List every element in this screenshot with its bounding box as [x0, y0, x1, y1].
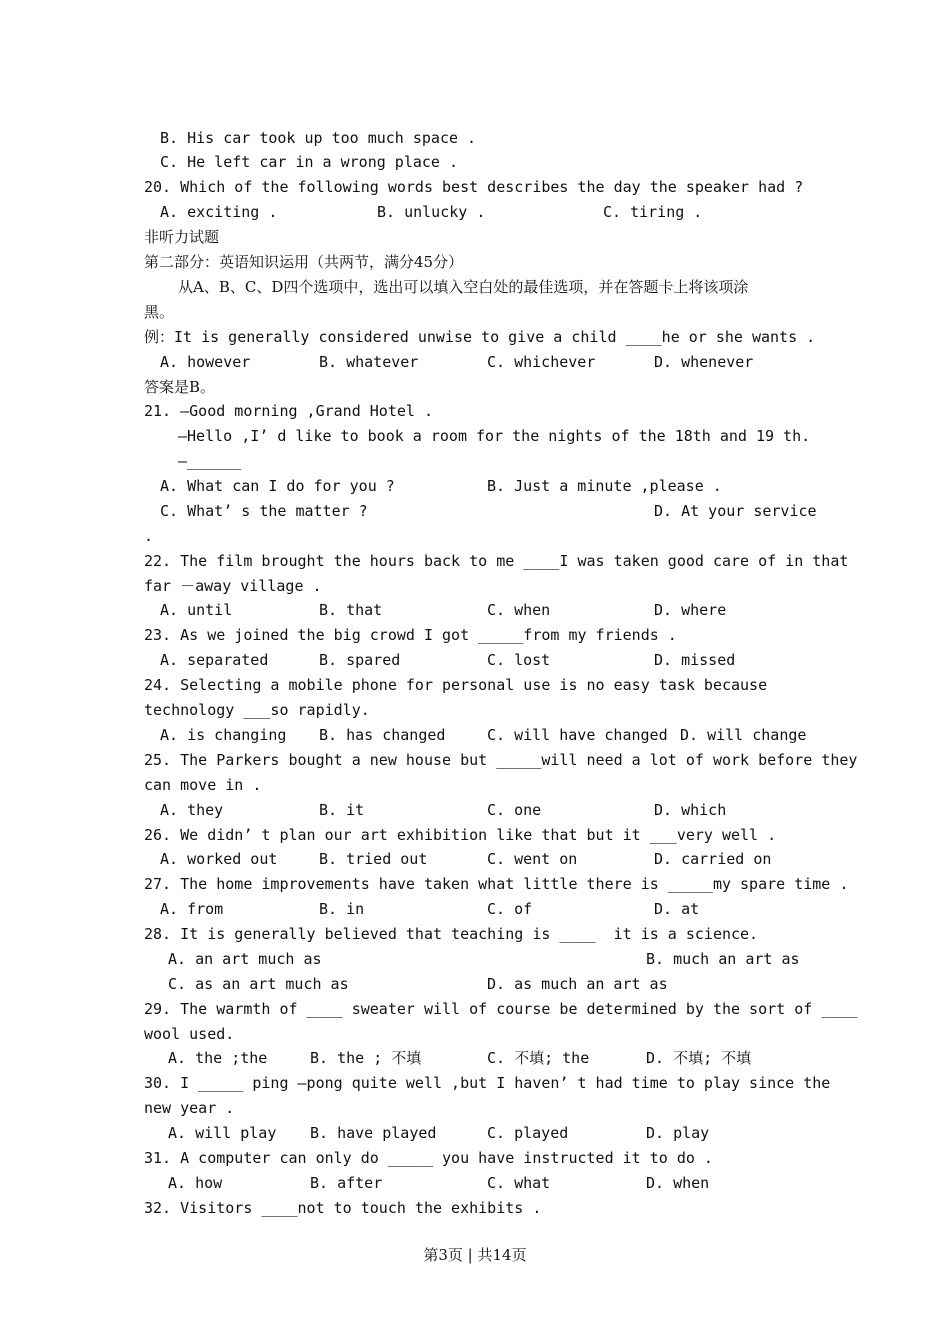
option-a: A. What can I do for you ? [160, 477, 395, 495]
option-a: A. how [168, 1174, 223, 1192]
option-a: A. an art much as [168, 950, 322, 968]
option-a: A. the ;the [168, 1049, 268, 1067]
option-b: B. have played [310, 1124, 437, 1142]
option-d: D. as much an art as [487, 975, 668, 993]
option-d: D. carried on [654, 850, 772, 868]
question-line: 23. As we joined the big crowd I got _____from my friends . [144, 626, 677, 644]
option-b: B. that [319, 601, 383, 619]
option-d: D. 不填; 不填 [646, 1049, 752, 1067]
option-a: A. will play [168, 1124, 277, 1142]
option-d: D. missed [654, 651, 736, 669]
option-a: A. is changing [160, 726, 287, 744]
option-c: C. whichever [487, 353, 596, 371]
question-line: 25. The Parkers bought a new house but _____will need a lot of work before they [144, 751, 858, 769]
option-a: A. they [160, 801, 224, 819]
option-a: A. exciting . [160, 203, 278, 221]
option-d: D. play [646, 1124, 710, 1142]
option-b: B. in [319, 900, 365, 918]
section-heading: 非听力试题 [144, 228, 220, 246]
question-line: . [144, 527, 154, 545]
question-line: technology ___so rapidly. [144, 701, 370, 719]
question-line: 32. Visitors ____not to touch the exhibits . [144, 1199, 542, 1217]
instructions-line: 黑。 [144, 303, 175, 321]
question-line: 26. We didn’ t plan our art exhibition like that but it ___very well . [144, 826, 777, 844]
option-c: C. as an art much as [168, 975, 349, 993]
option-d: D. whenever [654, 353, 754, 371]
option-a: A. until [160, 601, 233, 619]
example-answer: 答案是B。 [144, 378, 216, 396]
option-c: C. went on [487, 850, 578, 868]
option-a: A. from [160, 900, 224, 918]
option-b: B. has changed [319, 726, 446, 744]
question-line: —Hello ,I’ d like to book a room for the nights of the 18th and 19 th. [178, 427, 811, 445]
option-b: B. unlucky . [377, 203, 486, 221]
option-a: A. however [160, 353, 251, 371]
question-line: 21. —Good morning ,Grand Hotel . [144, 402, 433, 420]
option-a: A. separated [160, 651, 269, 669]
option-b: B. the ; 不填 [310, 1049, 422, 1067]
question-line: 27. The home improvements have taken what little there is _____my spare time . [144, 875, 849, 893]
question-line: can move in . [144, 776, 262, 794]
option-c: C. lost [487, 651, 551, 669]
question-line: 29. The warmth of ____ sweater will of course be determined by the sort of ____ [144, 1000, 858, 1018]
option-a: A. worked out [160, 850, 278, 868]
option-b: B. much an art as [646, 950, 800, 968]
question-line: —______ [178, 452, 242, 470]
option-b: B. tried out [319, 850, 428, 868]
option-c: C. 不填; the [487, 1049, 590, 1067]
option-c: C. one [487, 801, 542, 819]
question-line: 24. Selecting a mobile phone for personal use is no easy task because [144, 676, 768, 694]
option-c: C. will have changed [487, 726, 668, 744]
question-line: new year . [144, 1099, 235, 1117]
option-b: B. Just a minute ,please . [487, 477, 722, 495]
option-d: D. when [646, 1174, 710, 1192]
question-line: wool used. [144, 1025, 235, 1043]
option-c: C. played [487, 1124, 569, 1142]
page-footer: 第3页 | 共14页 [423, 1246, 527, 1264]
option-d: D. at [654, 900, 700, 918]
example-question: 例：It is generally considered unwise to give a child ____he or she wants . [144, 328, 816, 346]
question-line: 28. It is generally believed that teaching is ____ it is a science. [144, 925, 759, 943]
option-d: D. will change [680, 726, 807, 744]
option-line: C. He left car in a wrong place . [160, 153, 459, 171]
option-d: D. which [654, 801, 727, 819]
option-b: B. after [310, 1174, 383, 1192]
option-c: C. when [487, 601, 551, 619]
question-line: 30. I _____ ping —pong quite well ,but I haven’ t had time to play since the [144, 1074, 831, 1092]
option-b: B. it [319, 801, 365, 819]
section-title: 第二部分：英语知识运用（共两节，满分45分） [144, 253, 464, 271]
option-c: C. what [487, 1174, 551, 1192]
option-c: C. tiring . [603, 203, 703, 221]
option-line: B. His car took up too much space . [160, 129, 477, 147]
question-line: 31. A computer can only do _____ you have instructed it to do . [144, 1149, 713, 1167]
option-c: C. of [487, 900, 533, 918]
question-line: 22. The film brought the hours back to me ____I was taken good care of in that [144, 552, 849, 570]
option-b: B. whatever [319, 353, 419, 371]
option-d: D. At your service [654, 502, 817, 520]
option-c: C. What’ s the matter ? [160, 502, 368, 520]
instructions-line: 从A、B、C、D四个选项中，选出可以填入空白处的最佳选项，并在答题卡上将该项涂 [178, 278, 749, 296]
question-line: far －away village . [144, 577, 322, 595]
question-line: 20. Which of the following words best describes the day the speaker had ? [144, 178, 804, 196]
option-b: B. spared [319, 651, 401, 669]
option-d: D. where [654, 601, 727, 619]
